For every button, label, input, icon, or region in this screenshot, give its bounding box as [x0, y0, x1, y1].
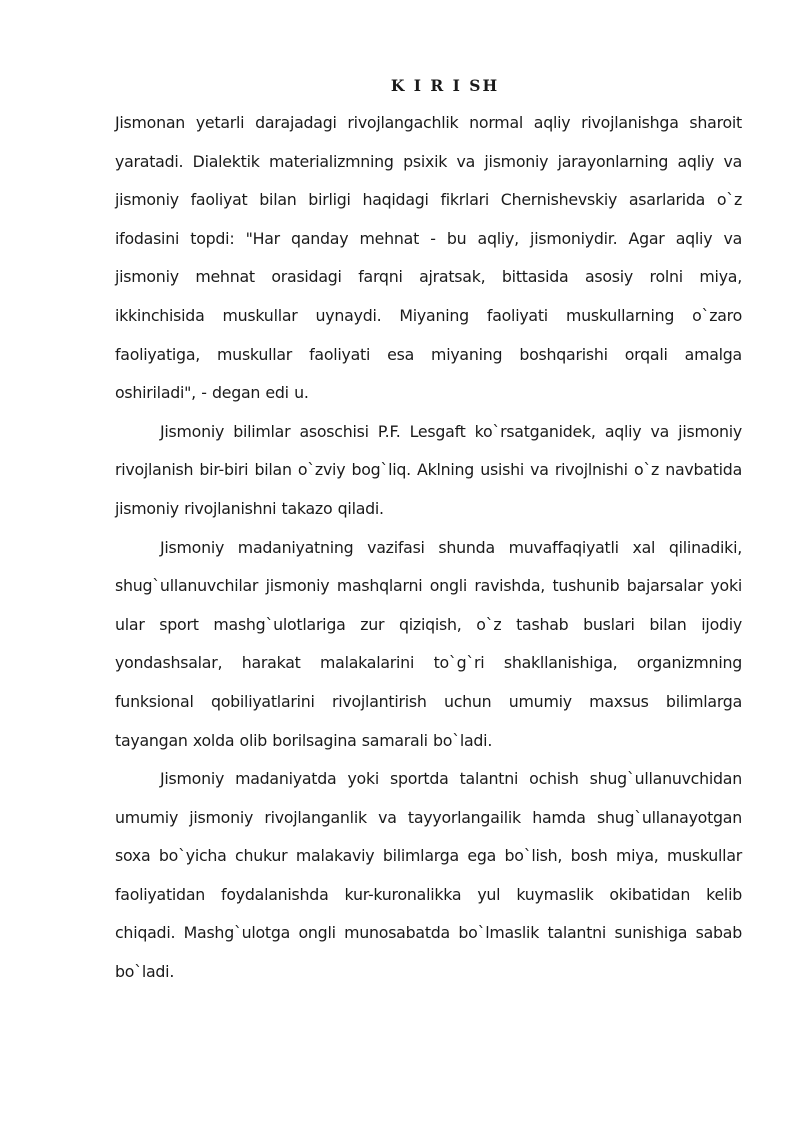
paragraph-1: Jismonan yetarli darajadagi rivojlangachlik normal aqliy rivojlanishga sharoit yaratadi. Dialektik materializmning psixik va jismoniy jarayonlarning aqliy va jismoniy faoliyat bilan birligi haqidagi fikrlari Chernishevskiy asarlarida o`z ifodasini topdi: "Har qanday mehnat - bu aqliy, jismoniydir. Agar aqliy va jismoniy mehnat orasidagi farqni ajratsak, bittasida asosiy rolni miya, ikkinchisida muskullar uynaydi. Miyaning faoliyati muskullarning o`zaro faoliyatiga, muskullar faoliyati esa miyaning boshqarishi orqali amalga oshiriladi", - degan edi u. — [115, 113, 742, 403]
page-title: K I R I SH — [390, 76, 500, 95]
document-body — [115, 104, 742, 992]
paragraph-4: Jismoniy madaniyatda yoki sportda talantni ochish shug`ullanuvchidan umumiy jismoniy rivojlanganlik va tayyorlangailik hamda shug`ullanayotgan soxa bo`yicha chukur malakaviy bilimlarga ega bo`lish, bosh miya, muskullar faoliyatidan foydalanishda kur-kuronalikka yul kuymaslik okibatidan kelib chiqadi. Mashg`ulotga ongli munosabatda bo`lmaslik talantni sunishiga sabab bo`ladi. — [115, 769, 742, 982]
paragraph-2: Jismoniy bilimlar asoschisi P.F. Lesgaft ko`rsatganidek, aqliy va jismoniy rivojlanish bir-biri bilan o`zviy bog`liq. Aklning usishi va rivojlnishi o`z navbatida jismoniy rivojlanishni takazo qiladi. — [115, 421, 742, 518]
paragraph-3: Jismoniy madaniyatning vazifasi shunda muvaffaqiyatli xal qilinadiki, shug`ullanuvchilar jismoniy mashqlarni ongli ravishda, tushunib bajarsalar yoki ular sport mashg`ulotlariga zur qiziqish, o`z tashab buslari bilan ijodiy yondashsalar, harakat malakalarini to`g`ri shakllanishiga, organizmning funksional qobiliyatlarini rivojlantirish uchun umumiy maxsus bilimlarga tayangan xolda olib borilsagina samarali bo`ladi. — [115, 537, 742, 750]
